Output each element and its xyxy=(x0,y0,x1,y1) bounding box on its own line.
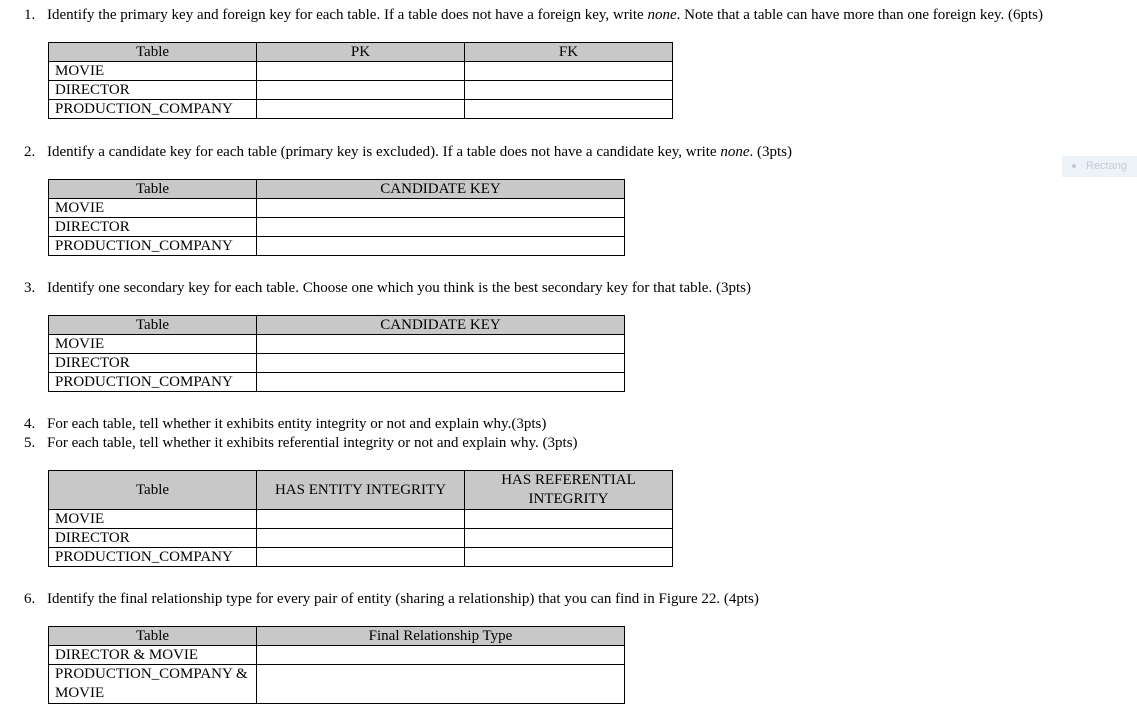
header-table: Table xyxy=(49,627,257,646)
row-label: PRODUCTION_COMPANY xyxy=(49,373,257,392)
question-3 xyxy=(24,279,751,297)
question-emphasis: none xyxy=(720,144,750,160)
relationship-type-cell[interactable] xyxy=(257,646,625,665)
row-label: DIRECTOR xyxy=(49,354,257,373)
header-candidate-key: CANDIDATE KEY xyxy=(257,316,625,335)
table-row xyxy=(49,218,625,237)
question-number: 2. xyxy=(24,144,36,160)
header-referential-integrity: HAS REFERENTIAL INTEGRITY xyxy=(465,471,673,510)
secondary-key-cell[interactable] xyxy=(257,335,625,354)
row-label: MOVIE xyxy=(49,335,257,354)
candidate-key-cell[interactable] xyxy=(257,218,625,237)
table-header-row xyxy=(49,316,625,335)
row-label: MOVIE xyxy=(49,62,257,81)
header-entity-integrity: HAS ENTITY INTEGRITY xyxy=(257,471,465,510)
question-text: Identify one secondary key for each table. Choose one which you think is the best secondary key for that table. (3pts) xyxy=(47,280,751,296)
question-number: 4. xyxy=(24,416,36,432)
table-row xyxy=(49,354,625,373)
header-relationship-type: Final Relationship Type xyxy=(257,627,625,646)
row-label: PRODUCTION_COMPANY xyxy=(49,100,257,119)
table-row xyxy=(49,62,673,81)
row-label: MOVIE xyxy=(49,510,257,529)
header-candidate-key: CANDIDATE KEY xyxy=(257,180,625,199)
candidate-key-cell[interactable] xyxy=(257,199,625,218)
table-candidate-key xyxy=(48,179,625,256)
table-row xyxy=(49,335,625,354)
question-5 xyxy=(24,434,578,452)
header-table: Table xyxy=(49,180,257,199)
table-pk-fk xyxy=(48,42,673,119)
question-number: 1. xyxy=(24,7,36,23)
table-row xyxy=(49,646,625,665)
question-number: 5. xyxy=(24,435,36,451)
table-row xyxy=(49,237,625,256)
referential-integrity-cell[interactable] xyxy=(465,548,673,567)
row-label: DIRECTOR xyxy=(49,529,257,548)
fk-cell[interactable] xyxy=(465,81,673,100)
table-header-row xyxy=(49,180,625,199)
table-header-row xyxy=(49,43,673,62)
question-number: 3. xyxy=(24,280,36,296)
table-row xyxy=(49,100,673,119)
header-table: Table xyxy=(49,471,257,510)
question-emphasis: none xyxy=(647,7,677,23)
question-text: Identify the final relationship type for every pair of entity (sharing a relationship) that you can find in Figure 22. (4pts) xyxy=(47,591,759,607)
table-row xyxy=(49,510,673,529)
referential-integrity-cell[interactable] xyxy=(465,529,673,548)
secondary-key-cell[interactable] xyxy=(257,354,625,373)
header-fk: FK xyxy=(465,43,673,62)
table-row xyxy=(49,529,673,548)
table-secondary-key xyxy=(48,315,625,392)
question-text-end: . Note that a table can have more than one foreign key. (6pts) xyxy=(676,7,1044,23)
row-label: PRODUCTION_COMPANY xyxy=(49,548,257,567)
row-label: PRODUCTION_COMPANY xyxy=(49,237,257,256)
row-label: DIRECTOR & MOVIE xyxy=(49,646,257,665)
row-label: DIRECTOR xyxy=(49,218,257,237)
table-header-row xyxy=(49,471,673,510)
rectangle-shape-label xyxy=(1062,156,1137,177)
entity-integrity-cell[interactable] xyxy=(257,548,465,567)
table-row xyxy=(49,665,625,704)
fk-cell[interactable] xyxy=(465,100,673,119)
question-1 xyxy=(24,6,1043,24)
question-text-end: . (3pts) xyxy=(749,144,792,160)
row-label: DIRECTOR xyxy=(49,81,257,100)
question-2 xyxy=(24,143,792,161)
shape-label-text: Rectang xyxy=(1086,160,1127,172)
question-number: 6. xyxy=(24,591,36,607)
entity-integrity-cell[interactable] xyxy=(257,529,465,548)
row-label: MOVIE xyxy=(49,199,257,218)
question-text: For each table, tell whether it exhibits entity integrity or not and explain why.(3pts) xyxy=(47,416,547,432)
header-table: Table xyxy=(49,316,257,335)
relationship-type-cell[interactable] xyxy=(257,665,625,704)
pk-cell[interactable] xyxy=(257,62,465,81)
table-row xyxy=(49,373,625,392)
table-row xyxy=(49,199,625,218)
header-table: Table xyxy=(49,43,257,62)
question-text: Identify a candidate key for each table (primary key is excluded). If a table does not have a candidate key, write xyxy=(47,144,721,160)
table-row xyxy=(49,81,673,100)
referential-integrity-cell[interactable] xyxy=(465,510,673,529)
table-header-row xyxy=(49,627,625,646)
pk-cell[interactable] xyxy=(257,100,465,119)
candidate-key-cell[interactable] xyxy=(257,237,625,256)
table-integrity xyxy=(48,470,673,567)
table-row xyxy=(49,548,673,567)
fk-cell[interactable] xyxy=(465,62,673,81)
entity-integrity-cell[interactable] xyxy=(257,510,465,529)
header-pk: PK xyxy=(257,43,465,62)
table-relationship-type xyxy=(48,626,625,704)
row-label: PRODUCTION_COMPANY & MOVIE xyxy=(49,665,257,704)
secondary-key-cell[interactable] xyxy=(257,373,625,392)
question-text: Identify the primary key and foreign key for each table. If a table does not have a foreign key, write xyxy=(47,7,648,23)
handle-dot-icon xyxy=(1072,164,1076,168)
question-4 xyxy=(24,415,546,433)
question-text: For each table, tell whether it exhibits referential integrity or not and explain why. (3pts) xyxy=(47,435,578,451)
question-6 xyxy=(24,590,759,608)
pk-cell[interactable] xyxy=(257,81,465,100)
